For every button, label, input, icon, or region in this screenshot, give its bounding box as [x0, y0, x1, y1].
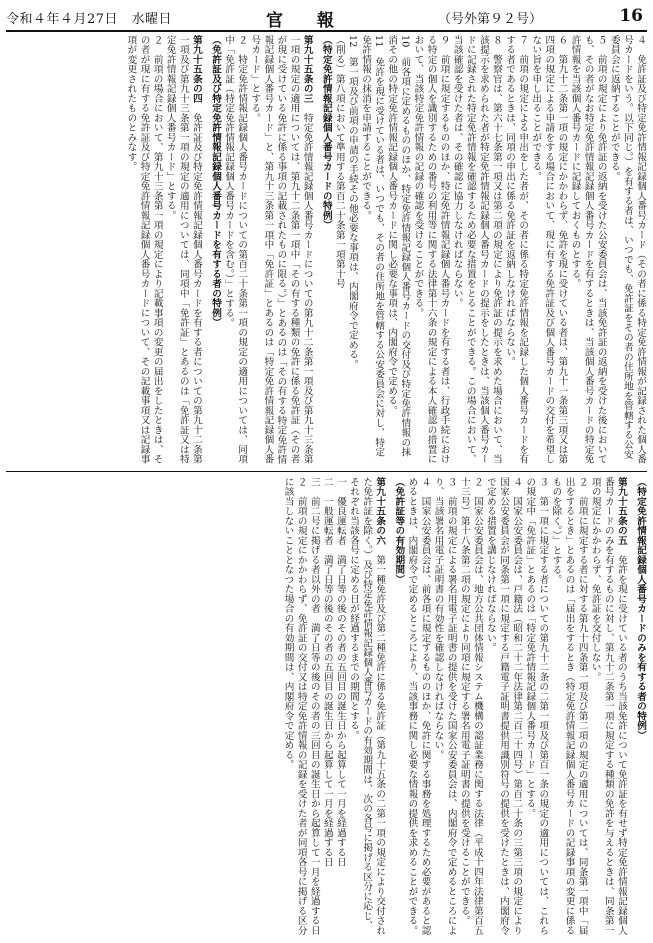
- paragraph: [385, 35, 411, 466]
- paragraph-text: 一 優良運転者 満了日等の後のその者の五回目の誕生日から起算して一月を経過する日: [334, 477, 346, 867]
- paragraph-text: ８ 警察官は、第六十七条第一項又は第二項の規定により免許証の提示を求めた場合において、当該提示を求められた者が特定免許情報記録個人番号カードの提示をしたときは、当該個人番号カードに記録された特定免許情報を確認するため必要な措置をとることができる。この場合において、当該確認を受けた者は、その確認に協力しなければならない。: [451, 35, 502, 464]
- article-heading: （特定免許情報記録個人番号カードのみを有する者の特例）: [635, 477, 646, 741]
- paragraph: [458, 477, 484, 937]
- paragraph-text: 二 一般運転者 満了日等の後のその者の五回目の誕生日から起算して一月を経過する日: [321, 477, 333, 867]
- paragraph-text: （削る）第八項において準用する第百二十条第一項第十号: [333, 35, 345, 289]
- paragraph: [333, 35, 346, 466]
- paragraph: [321, 477, 334, 937]
- paragraph-text: ４ 国家公安委員会は、戸籍法（昭和二十二年法律第二百二十四号）第百二十条の三第三項の規定により国家公安委員会が同条第一項に規定する戸籍電子証明書提供用識別符号の提供を受けたときは、内閣府令で定める措置を講じなければならない。: [484, 477, 523, 936]
- paragraph: [529, 35, 568, 466]
- paragraph-text: 特定免許情報記録個人番号カードについての第九十二条第一項及び第九十三条第一項の規定の適用については、第九十二条第一項中「その有する種類の免許に係る免許証（その者が現に受けている免許に係る事項の記載されたものに限る。）」とあるのは「その有する特定免許情報記録個人番号カード」と、第九十三条第一項中「免許証」とあるのは「特定免許情報記録個人番号カード」とする。: [249, 35, 313, 465]
- paragraph: [164, 35, 203, 466]
- paragraph-text: ２ 前項の規定にかかわらず、免許証の交付又は特定免許情報の記録を受けた者が同項各号に掲げる区分に該当しないこととなつた場合の有効期間は、内閣府令で定める。: [282, 477, 307, 936]
- paragraph: [549, 477, 588, 937]
- paragraph-text: 11 免許を現に受けている者は、いつでも、その者の住所地を管轄する公安委員会に対し、特定免許情報の抹消を申請することができる。: [360, 35, 385, 458]
- issue-date: 令和４年４月27日 水曜日: [6, 12, 173, 27]
- paragraph-text: 第一種免許及び第二種免許に係る免許証（第九十五条の二第一項の規定により交付された免許証を除く。）及び特定免許情報記録個人番号カードの有効期間は、次の各号に掲げる区分に応じ、それぞれ当該各号に定める日が経過するまでの期間とする。: [348, 477, 386, 936]
- paragraph: [359, 35, 385, 466]
- paragraph-text: ２ 前項の場合において、第九十三条第一項の規定により記載事項の変更の届出をしたときは、その者が現に有する免許証及び特定免許情報記録個人番号カードについて、その記載事項又は記録事項が変更されたものとみなす。: [125, 35, 163, 464]
- paragraph: [589, 477, 628, 937]
- paragraph: [346, 35, 359, 466]
- paragraph-text: ３ 前項の規定による署名用電子証明書の提供を受けた国家公安委員会は、内閣府令で定めるところにより、当該署名用電子証明書の有効性を確認しなければならない。: [432, 477, 457, 936]
- gazette-title: 官 報: [266, 11, 348, 31]
- paragraph-text: ３ 第一項に規定する者についての第九十二条の二第一項及び第百一条の規定の適用については、これらの規定中「免許証」とあるのは「特定免許情報記録個人番号カード」とする。: [524, 477, 549, 936]
- article-heading: （免許証等の有効期間）: [393, 477, 405, 585]
- paragraph: [451, 35, 503, 466]
- paragraph: [484, 477, 523, 937]
- upper-text-columns: [6, 35, 647, 466]
- article-number: 第九十五条の六: [374, 477, 386, 546]
- paragraph-text: ９ 前項に規定するもののほか、特定免許情報記録個人番号カードを有する者は、行政手続における特定の個人を識別するための番号の利用等に関する法律第十六条の規定による本人確認の措置において、当該特定免許情報の記録の確認を受けることができる。: [412, 35, 450, 464]
- lower-text-block: [6, 477, 647, 937]
- section-divider: [6, 471, 647, 472]
- paragraph: [432, 477, 458, 937]
- article-number: 第九十五条の三: [301, 35, 313, 104]
- paragraph-text: ２ 国家公安委員会は、地方公共団体情報システム機構の認証業務に関する法律（平成十四年法律第百五十三号）第十八条第二項の規定により同項に規定する署名用電子証明書の提供を受けることができる。: [458, 477, 483, 936]
- paragraph: [248, 35, 313, 466]
- paragraph-text: 10 前各項に定めるもののほか、特定免許情報記録個人番号カードの交付及び特定免許情報の抹消その他の特定免許情報記録個人番号カードに関し必要な事項は、内閣府令で定める。: [386, 35, 411, 458]
- paragraph: [608, 35, 647, 466]
- paragraph-text: ４ 免許証及び特定免許情報記録個人番号カード（その者に係る特定免許情報が記録された個人番号カードをいう。以下同じ。）を有する者は、いつでも、免許証をその者の住所地を管轄する公安委員会に返納することができる。: [608, 35, 646, 464]
- paragraph: [281, 477, 307, 937]
- paragraph: [503, 35, 529, 466]
- paragraph-text: ５ 前項の規定により免許証の返納を受けた公安委員会は、当該免許証の返納を受けた後においても、その者がなお特定免許情報記録個人番号カードを有するときは、当該個人番号カードの特定免許情報を当該個人番号カードに記録しておくものとする。: [569, 35, 607, 464]
- issue-number: （号外第９２号）: [438, 12, 543, 27]
- paragraph: [222, 35, 248, 466]
- paragraph: [124, 35, 163, 466]
- page-number: 16: [619, 6, 643, 26]
- article-number: 第九十五条の四: [190, 35, 202, 104]
- lower-text-columns: [6, 477, 647, 937]
- paragraph-text: ６ 第九十二条第一項の規定にかかわらず、免許を現に受けている者は、第九十一条第三項又は第四項の規定による申請をする場合において、現に有する免許証及び個人番号カードの交付を希望しない旨を申し出ることができる。: [530, 35, 568, 464]
- paragraph: [347, 477, 386, 937]
- paragraph-text: 免許証及び特定免許情報記録個人番号カードを有する者についての第九十二条第一項及び第九十三条第一項の規定の適用については、同項中「免許証」とあるのは「免許証又は特定免許情報記録個人番号カード」とする。: [164, 35, 202, 464]
- paragraph-text: ２ 前項に規定する者に対する第九十四条第一項及び第二項の規定の適用については、同条第一項中「届出をするとき」とあるのは「届出をするとき（特定免許情報記録個人番号カードの記録事項の変更に係るものを除く。）」とする。: [550, 477, 588, 936]
- article-heading: （特定免許情報記録個人番号カードの特例）: [320, 35, 332, 230]
- upper-text-block: [6, 35, 647, 466]
- paragraph: [411, 35, 450, 466]
- paragraph-text: ２ 特定免許情報記録個人番号カードについての第百二十条第一項の規定の適用については、同項中「免許証（特定免許情報記録個人番号カードを含む。）」とする。: [223, 35, 248, 464]
- paragraph-text: 12 第一項及び前項の申請の手続その他必要な事項は、内閣府令で定める。: [346, 35, 358, 370]
- paragraph: [568, 35, 607, 466]
- paragraph: [308, 477, 321, 937]
- paragraph: [523, 477, 549, 937]
- article-heading: （免許証及び特定免許情報記録個人番号カードを有する者の特例）: [210, 35, 221, 328]
- article-number: 第九十五条の五: [615, 477, 627, 546]
- paragraph: [405, 477, 431, 937]
- paragraph-text: 三 前二号に掲げる者以外の者 満了日等の後のその者の三回目の誕生日から起算して一月を経過する日: [308, 477, 320, 936]
- paragraph: [334, 477, 347, 937]
- page-header: [6, 6, 647, 31]
- paragraph-text: 免許を現に受けている者のうち当該免許について免許証を有せず特定免許情報記録個人番号カードのみを有するものに対し、第九十二条第一項に規定する種類の免許を与えるときは、同条第一項の規定にかかわらず、免許証を交付しない。: [589, 477, 627, 936]
- paragraph-text: ４ 国家公安委員会は、前各項に規定するもののほか、免許に関する事務を処理するため必要があると認めるときは、内閣府令で定めるところにより、当該事務に関し必要な情報の提供を求めることができる。: [406, 477, 431, 936]
- header-rule: [6, 30, 647, 32]
- paragraph-text: ７ 前項の規定による申出をした者が、その者に係る特定免許情報を記録した個人番号カードを有する者であるときは、同項の申出に係る免許証を返納しなければならない。: [504, 35, 529, 464]
